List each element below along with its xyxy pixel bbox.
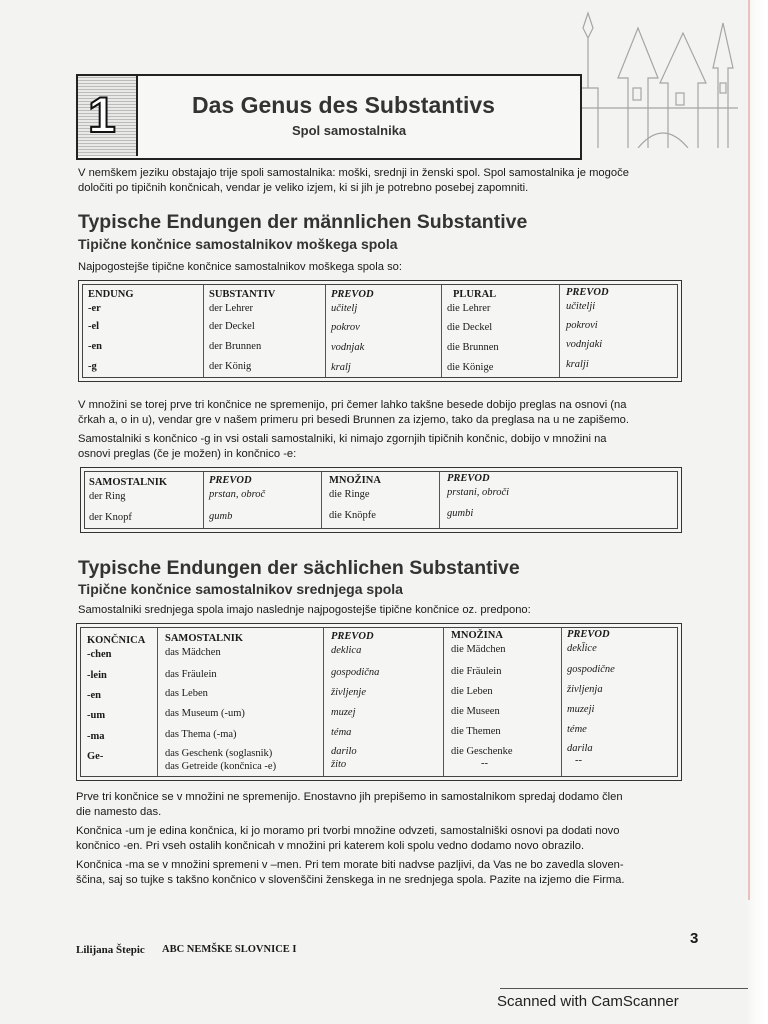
table-cell: -en [87, 690, 101, 701]
table-cell: -um [87, 710, 106, 721]
section1-heading: Typische Endungen der männlichen Substantive [78, 211, 528, 233]
chapter-title: Das Genus des Substantivs [192, 92, 495, 118]
table-cell: die Geschenke [451, 746, 513, 757]
table-cell: žito [331, 759, 347, 770]
table-cell: die Themen [451, 726, 501, 737]
table-cell: das Leben [165, 688, 208, 699]
table-header: PREVOD [567, 629, 610, 640]
table-cell: kralji [566, 359, 589, 370]
table-cell: življenje [331, 687, 366, 698]
section2-heading: Typische Endungen der sächlichen Substantive [78, 557, 520, 579]
table-cell: das Thema (-ma) [165, 729, 237, 740]
table-header: SUBSTANTIV [209, 289, 276, 300]
section1-lead: Najpogostejše tipične končnice samostalnikov moškega spola so: [78, 261, 402, 273]
table-cell: vodnjak [331, 342, 365, 353]
table-cell: -ma [87, 731, 105, 742]
camscanner-watermark: Scanned with CamScanner [497, 993, 679, 1010]
table-header: PREVOD [566, 287, 609, 298]
table-cell: pokrov [331, 322, 360, 333]
table-cell: -g [88, 361, 97, 372]
table-cell: die Könige [447, 362, 494, 373]
table-cell: die Lehrer [447, 303, 491, 314]
plural-examples-table [80, 467, 682, 533]
table-cell: der Deckel [209, 321, 255, 332]
table-cell: téma [331, 727, 352, 738]
table-cell: der Brunnen [209, 341, 262, 352]
table-header: PREVOD [331, 289, 374, 300]
section2-para2-line1: Končnica -um je edina končnica, ki jo moramo pri tvorbi množine odvzeti, samostalniški osnovi pa dodati novo [76, 825, 620, 837]
section1-para1-line1: V množini se torej prve tri končnice ne spremenijo, pri čemer lahko takšne besede dobijo preglas na osnovi (na [78, 399, 627, 411]
table-cell: die Deckel [447, 322, 493, 333]
table-cell: učitelji [566, 301, 596, 312]
table-cell: -el [88, 321, 100, 332]
table-cell: das Mädchen [165, 647, 221, 658]
table-cell: gospodične [567, 664, 615, 675]
table-cell: vodnjaki [566, 339, 603, 350]
table-cell: -- [575, 755, 582, 766]
section2-para1-line2: die namesto das. [76, 806, 162, 818]
table-header: MNOŽINA [451, 630, 503, 641]
table-cell: die Knöpfe [329, 510, 376, 521]
table-cell: die Mädchen [451, 644, 506, 655]
table-cell: die Brunnen [447, 342, 499, 353]
table-cell: muzej [331, 707, 356, 718]
section1-para2-line2: osnovi preglas (če je možen) in končnico -e: [78, 448, 297, 460]
table-cell: darila [567, 743, 593, 754]
intro-line-1: V nemškem jeziku obstajajo trije spoli samostalnika: moški, srednji in ženski spol. Spol samostalnika je mogoče [78, 167, 629, 179]
table-cell: die Fräulein [451, 666, 502, 677]
table-cell: dekl̄ice [567, 643, 597, 654]
intro-line-2: določiti po tipičnih končnicah, vendar je veliko izjem, ki si jih je potrebno posebej zapomniti. [78, 182, 529, 194]
table-cell: der Ring [89, 491, 126, 502]
table-cell: -lein [87, 670, 107, 681]
table-cell: das Getreide (končnica -e) [165, 761, 277, 772]
chapter-subtitle: Spol samostalnika [292, 123, 407, 138]
table-cell: -- [481, 758, 488, 769]
section2-para1-line1: Prve tri končnice se v množini ne spremenijo. Enostavno jih prepišemo in samostalnikom spredaj dodamo člen [76, 791, 623, 803]
table-cell: -er [88, 303, 101, 314]
margin-line [748, 0, 750, 900]
table-cell: muzeji [567, 704, 595, 715]
section2-para3-line2: ščina, saj so tujke s takšno končnico v slovenščini ženskega in ne srednjega spola. Pazite na izjemo die Firma. [76, 874, 625, 886]
table-cell: prstan, obroč [209, 489, 266, 500]
table-cell: Ge- [87, 751, 104, 762]
table-cell: der König [209, 361, 252, 372]
table-header: PREVOD [447, 473, 490, 484]
table-header: SAMOSTALNIK [89, 477, 167, 488]
table-cell: das Geschenk (soglasnik) [165, 748, 273, 759]
table-cell: -en [88, 341, 102, 352]
table-header: SAMOSTALNIK [165, 633, 243, 644]
chapter-number: 1 [88, 87, 116, 143]
footer-book-title: ABC NEMŠKE SLOVNICE I [162, 944, 297, 955]
table-cell: življenja [567, 684, 603, 695]
table-header: KONČNICA [87, 635, 146, 646]
section2-lead: Samostalniki srednjega spola imajo naslednje najpogostejše tipične končnice oz. predpono: [78, 604, 531, 616]
section2-subheading: Tipične končnice samostalnikov srednjega spola [78, 581, 403, 597]
table-cell: das Museum (-um) [165, 708, 245, 719]
table-cell: prstani, obroči [447, 487, 510, 498]
table-cell: die Museen [451, 706, 500, 717]
table-cell: die Leben [451, 686, 493, 697]
table-cell: kralj [331, 362, 351, 373]
table-cell: darilo [331, 746, 357, 757]
table-cell: der Knopf [89, 512, 132, 523]
masculine-endings-table [78, 280, 682, 382]
table-header: MNOŽINA [329, 475, 381, 486]
section2-para2-line2: končnico -en. Pri vseh ostalih končnicah v množini pri katerem koli spolu vedno dodamo novo obrazilo. [76, 840, 585, 852]
table-cell: -chen [87, 649, 112, 660]
table-cell: der Lehrer [209, 303, 254, 314]
table-cell: das Fräulein [165, 669, 217, 680]
table-header: PREVOD [331, 631, 374, 642]
table-header: ENDUNG [88, 289, 134, 300]
neuter-endings-table [76, 623, 682, 781]
table-cell: gospodična [331, 667, 380, 678]
table-cell: gumb [209, 511, 233, 522]
table-cell: die Ringe [329, 489, 370, 500]
section1-subheading: Tipične končnice samostalnikov moškega spola [78, 236, 398, 252]
table-cell: učitelj [331, 303, 358, 314]
section1-para2-line1: Samostalniki s končnico -g in vsi ostali samostalniki, ki nimajo zgornjih tipičnih končnic, dobijo v množini na [78, 433, 607, 445]
table-header: PREVOD [209, 475, 252, 486]
footer-author: Lilijana Štepic [76, 944, 145, 956]
section2-para3-line1: Končnica -ma se v množini spremeni v –men. Pri tem morate biti nadvse pazljivi, da Vas ne bo zavedla sloven- [76, 859, 624, 871]
page-number: 3 [690, 930, 699, 947]
table-header: PLURAL [453, 289, 497, 300]
table-cell: gumbi [447, 508, 474, 519]
section1-para1-line2: črkah a, o in u), vendar gre v našem primeru pri besedi Brunnen za izjemo, tako da preglasa na u ne zapišemo. [78, 414, 629, 426]
table-cell: deklica [331, 645, 362, 656]
watermark-rule [500, 988, 748, 989]
table-cell: pokrovi [566, 320, 598, 331]
table-cell: téme [567, 724, 587, 735]
